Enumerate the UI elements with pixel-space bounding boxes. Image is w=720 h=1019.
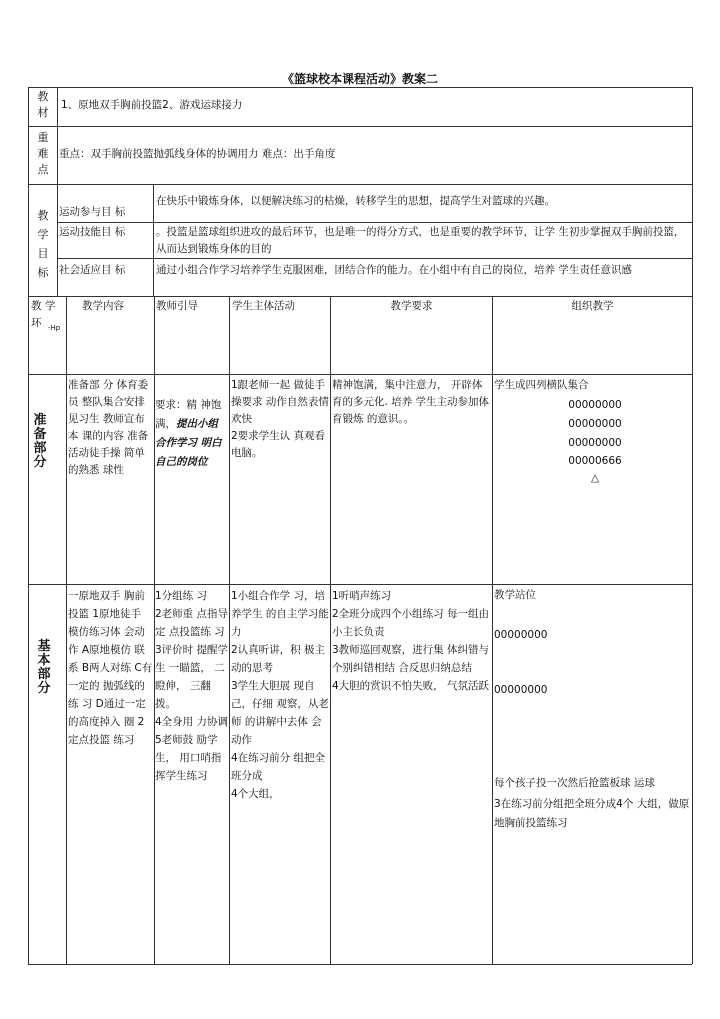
header-requirement: 教学要求 bbox=[390, 300, 433, 312]
formation-row: 00000000 bbox=[568, 418, 622, 430]
col-divider bbox=[153, 184, 154, 296]
prep-teacher bbox=[155, 377, 229, 472]
table-border-left bbox=[28, 87, 29, 964]
col-divider bbox=[330, 296, 331, 964]
goal-name: 运动技能目 标 bbox=[59, 226, 126, 238]
table-border-top bbox=[28, 87, 692, 88]
goal-text: 。投篮是篮球组织进攻的最后环节，也是唯一的得分方式，也是重要的教学环节，让学 生初步掌握双手胸前投篮，从而达到锻炼身体的目的 bbox=[156, 226, 685, 255]
formation-row: 00000666 bbox=[568, 455, 622, 467]
header-teacher: 教师引导 bbox=[156, 300, 198, 312]
basic-student: 1小组合作学 习，培养学生 的自主学习能 力 2认真听讲，积 极主动的思考 3学生大胆展 现自己，仔细 观察，从老师 的讲解中去体 会动作 4在练习前分 组把全班分成 4个大组， bbox=[231, 590, 329, 800]
header-stage: 教 学 环 bbox=[31, 300, 56, 329]
basic-organization-title: 教学站位 bbox=[494, 589, 536, 601]
prep-student: 1跟老师一起 做徒手操要求 动作自然表情 欢快 2要求学生认 真观看电脑。 bbox=[231, 379, 329, 459]
basic-stage-label: 基 本 部 分 bbox=[37, 639, 51, 696]
table-border-right bbox=[692, 87, 693, 964]
formation-row: 00000000 bbox=[568, 399, 622, 411]
goal-name: 社会适应目 标 bbox=[59, 264, 126, 276]
col-divider bbox=[229, 296, 230, 964]
basic-teacher: 1分组练 习 2老师重 点指导定 点投篮练 习 3评价时 提醒学生 一瞄篮， 二瞪伸， 三翻拨。 4全身用 力协调 5老师鼓 励学生， 用口哨指 挥学生练习 bbox=[155, 590, 229, 782]
col-divider bbox=[492, 296, 493, 964]
page-title: 《篮球校本课程活动》教案二 bbox=[281, 72, 438, 86]
row-divider bbox=[28, 126, 692, 127]
row-divider bbox=[28, 374, 692, 375]
row-divider bbox=[28, 184, 692, 185]
goal-text: 通过小组合作学习培养学生克服困难，团结合作的能力。在小组中有自己的岗位，培养 学生责任意识感 bbox=[156, 264, 632, 276]
header-student: 学生主体活动 bbox=[232, 300, 295, 312]
prep-content: 准备部 分 体育委员 整队集合安排见习生 教师宣布本 课的内容 准备活动徒手操 简单的熟悉 球性 bbox=[68, 379, 149, 476]
col-divider bbox=[66, 296, 67, 964]
formation-row: 00000000 bbox=[568, 437, 622, 449]
goals-label: 教 学 目 标 bbox=[37, 209, 49, 279]
basic-requirement: 1听哨声练习 2全班分成四个小组练习 每一组由小主长负责 3教师巡回观察，进行集 体纠错与个别纠错相结 合反思归纳总结 4大胆的赏识不怕失败， 气氛活跃 bbox=[332, 590, 490, 692]
basic-organization-note: 3在练习前分组把全班分成4个 大组，做原地胸前投篮练习 bbox=[494, 798, 690, 829]
material-value: 1、原地双手胸前投篮2、游戏运球接力 bbox=[61, 99, 243, 111]
material-label: 教 材 bbox=[37, 90, 49, 119]
prep-organization-title: 学生成四列横队集合 bbox=[494, 379, 589, 391]
key-points-value: 重点：双手胸前投篮抛弧线身体的协调用力 难点：出手角度 bbox=[59, 148, 336, 160]
col-divider bbox=[57, 87, 58, 296]
station-row: 00000000 bbox=[494, 684, 548, 696]
prep-requirement: 精神饱满，集中注意力， 开辟体育的多元化. 培养 学生主动参加体育锻炼 的意识。。 bbox=[332, 379, 490, 425]
goal-name: 运动参与目 标 bbox=[59, 206, 126, 218]
basic-content: 一原地双手 胸前投篮 1原地徒手 模仿练习体 会动作 A原地模仿 联系 B两人对练 C有一定的 抛弧线的练 习 D通过一定 的高度掉入 圈 2定点投篮 练习 bbox=[68, 590, 153, 746]
header-stage-mark: -Hp bbox=[48, 324, 61, 332]
teacher-position-marker: △ bbox=[590, 472, 600, 484]
row-divider bbox=[28, 296, 692, 297]
prep-teacher-emphasis: 提出小组 合作学习 明白自己的岗位 bbox=[155, 418, 222, 468]
table-border-bottom bbox=[28, 964, 692, 965]
header-content: 教学内容 bbox=[82, 300, 124, 312]
header-organization: 组织教学 bbox=[571, 300, 614, 312]
goal-text: 在快乐中锻炼身体，以便解决练习的枯燥，转移学生的思想，提高学生对篮球的兴趣。 bbox=[156, 195, 555, 207]
station-row: 00000000 bbox=[494, 629, 548, 641]
basic-organization-note: 每个孩子投一次然后抢篮板球 运球 bbox=[494, 777, 655, 789]
row-divider bbox=[28, 584, 692, 585]
key-points-label: 重 难 点 bbox=[37, 131, 49, 176]
prep-teacher-plain: 要求：精 神饱满， bbox=[155, 399, 222, 430]
prep-stage-label: 准 备 部 分 bbox=[33, 413, 47, 470]
